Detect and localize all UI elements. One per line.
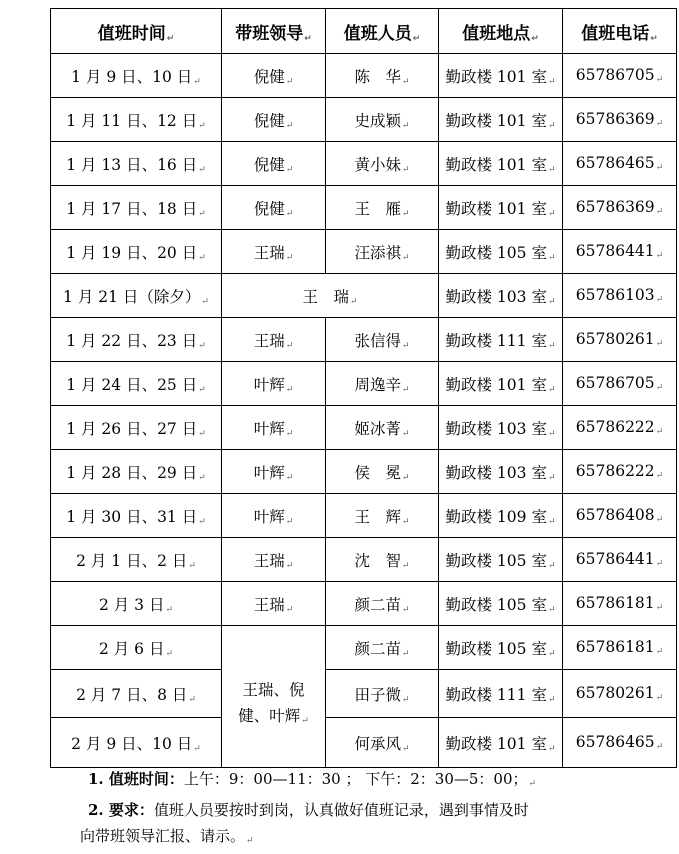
cell-duty-time: 2 月 6 日↵: [51, 626, 222, 670]
cell-phone: 65786408↵: [563, 494, 677, 538]
cell-staff: 沈 智↵: [326, 538, 439, 582]
cell-location: 勤政楼 111 室↵: [439, 670, 563, 718]
cell-leader: 倪健↵: [222, 54, 326, 98]
cell-duty-time: 1 月 13 日、16 日↵: [51, 142, 222, 186]
cell-duty-time: 1 月 9 日、10 日↵: [51, 54, 222, 98]
cell-group-leader: 王瑞、倪 健、叶辉↵: [222, 626, 326, 768]
cell-leader: 王瑞↵: [222, 538, 326, 582]
cell-phone: 65786222↵: [563, 450, 677, 494]
cell-duty-time: 1 月 11 日、12 日↵: [51, 98, 222, 142]
note-text: 值班人员要按时到岗，认真做好值班记录，遇到事情及时: [153, 801, 529, 819]
cell-duty-time: 1 月 26 日、27 日↵: [51, 406, 222, 450]
table-row: [51, 274, 677, 318]
cell-leader: 王瑞↵: [222, 582, 326, 626]
cell-leader: 倪健↵: [222, 142, 326, 186]
cell-phone: 65780261↵: [563, 318, 677, 362]
cell-phone: 65786465↵: [563, 718, 677, 768]
cell-location: 勤政楼 103 室↵: [439, 274, 563, 318]
cell-location: 勤政楼 101 室↵: [439, 98, 563, 142]
cell-staff: 汪添祺↵: [326, 230, 439, 274]
table-row: [51, 362, 677, 406]
cell-leader: 王瑞↵: [222, 318, 326, 362]
cell-location: 勤政楼 105 室↵: [439, 538, 563, 582]
cell-duty-time: 1 月 30 日、31 日↵: [51, 494, 222, 538]
cell-location: 勤政楼 101 室↵: [439, 54, 563, 98]
cell-staff: 张信得↵: [326, 318, 439, 362]
cell-location: 勤政楼 105 室↵: [439, 582, 563, 626]
cell-duty-time: 1 月 21 日（除夕）↵: [51, 274, 222, 318]
cell-staff: 周逸辛↵: [326, 362, 439, 406]
cell-duty-time: 1 月 28 日、29 日↵: [51, 450, 222, 494]
cell-leader-merged: 王 瑞↵: [222, 274, 439, 318]
cell-leader: 叶辉↵: [222, 450, 326, 494]
cell-staff: 颜二苗↵: [326, 582, 439, 626]
cell-duty-time: 1 月 19 日、20 日↵: [51, 230, 222, 274]
cell-duty-time: 2 月 3 日↵: [51, 582, 222, 626]
table-row: [51, 98, 677, 142]
cell-staff: 田子微↵: [326, 670, 439, 718]
cell-duty-time: 1 月 17 日、18 日↵: [51, 186, 222, 230]
header-leader: 带班领导↵: [222, 9, 326, 54]
cell-phone: 65780261↵: [563, 670, 677, 718]
table-row: [51, 626, 677, 670]
table-row: [51, 582, 677, 626]
cell-staff: 王 雁↵: [326, 186, 439, 230]
cell-phone: 65786441↵: [563, 230, 677, 274]
cell-staff: 侯 冕↵: [326, 450, 439, 494]
notes-section: [80, 766, 648, 854]
cell-phone: 65786103↵: [563, 274, 677, 318]
header-location: 值班地点↵: [439, 9, 563, 54]
table-row: [51, 318, 677, 362]
cell-duty-time: 2 月 1 日、2 日↵: [51, 538, 222, 582]
cell-phone: 65786181↵: [563, 582, 677, 626]
cell-location: 勤政楼 103 室↵: [439, 406, 563, 450]
cell-location: 勤政楼 109 室↵: [439, 494, 563, 538]
table-row: [51, 494, 677, 538]
table-row: [51, 718, 677, 768]
cell-leader: 倪健↵: [222, 98, 326, 142]
cell-staff: 史成颖↵: [326, 98, 439, 142]
cell-staff: 陈 华↵: [326, 54, 439, 98]
cell-staff: 何承风↵: [326, 718, 439, 768]
duty-schedule-table: [50, 8, 677, 768]
cell-location: 勤政楼 101 室↵: [439, 186, 563, 230]
cell-phone: 65786465↵: [563, 142, 677, 186]
cell-leader: 叶辉↵: [222, 494, 326, 538]
note-label: 1. 值班时间：: [88, 770, 184, 788]
note-duty-hours: 1. 值班时间：上午：9：00—11：30 ； 下午：2：30—5：00；↵: [88, 770, 537, 789]
table-row: [51, 538, 677, 582]
table-row: [51, 54, 677, 98]
cell-staff: 姬冰菁↵: [326, 406, 439, 450]
cell-location: 勤政楼 105 室↵: [439, 230, 563, 274]
note-requirements-cont: 向带班领导汇报、请示。↵: [80, 827, 254, 846]
header-staff: 值班人员↵: [326, 9, 439, 54]
cell-phone: 65786222↵: [563, 406, 677, 450]
cell-location: 勤政楼 101 室↵: [439, 362, 563, 406]
cell-location: 勤政楼 101 室↵: [439, 718, 563, 768]
cell-leader: 倪健↵: [222, 186, 326, 230]
table-row: [51, 142, 677, 186]
table-row: [51, 450, 677, 494]
cell-location: 勤政楼 111 室↵: [439, 318, 563, 362]
header-phone: 值班电话↵: [563, 9, 677, 54]
note-text: 上午：9：00—11：30 ； 下午：2：30—5：00；: [183, 770, 528, 788]
cell-phone: 65786441↵: [563, 538, 677, 582]
cell-duty-time: 2 月 9 日、10 日↵: [51, 718, 222, 768]
cell-leader: 叶辉↵: [222, 362, 326, 406]
cell-staff: 黄小妹↵: [326, 142, 439, 186]
table-row: [51, 670, 677, 718]
cell-duty-time: 1 月 22 日、23 日↵: [51, 318, 222, 362]
cell-duty-time: 1 月 24 日、25 日↵: [51, 362, 222, 406]
table-row: [51, 230, 677, 274]
cell-phone: 65786369↵: [563, 186, 677, 230]
cell-duty-time: 2 月 7 日、8 日↵: [51, 670, 222, 718]
cell-staff: 王 辉↵: [326, 494, 439, 538]
note-label: 2. 要求：: [88, 801, 154, 819]
cell-phone: 65786369↵: [563, 98, 677, 142]
cell-location: 勤政楼 101 室↵: [439, 142, 563, 186]
table-row: [51, 186, 677, 230]
cell-phone: 65786181↵: [563, 626, 677, 670]
table-row: [51, 406, 677, 450]
cell-location: 勤政楼 105 室↵: [439, 626, 563, 670]
header-duty-time: 值班时间↵: [51, 9, 222, 54]
note-text: 向带班领导汇报、请示。: [80, 827, 246, 845]
cell-leader: 叶辉↵: [222, 406, 326, 450]
table-header-row: [51, 9, 677, 54]
cell-phone: 65786705↵: [563, 54, 677, 98]
cell-leader: 王瑞↵: [222, 230, 326, 274]
cell-staff: 颜二苗↵: [326, 626, 439, 670]
cell-phone: 65786705↵: [563, 362, 677, 406]
note-requirements: [88, 797, 648, 823]
cell-location: 勤政楼 103 室↵: [439, 450, 563, 494]
